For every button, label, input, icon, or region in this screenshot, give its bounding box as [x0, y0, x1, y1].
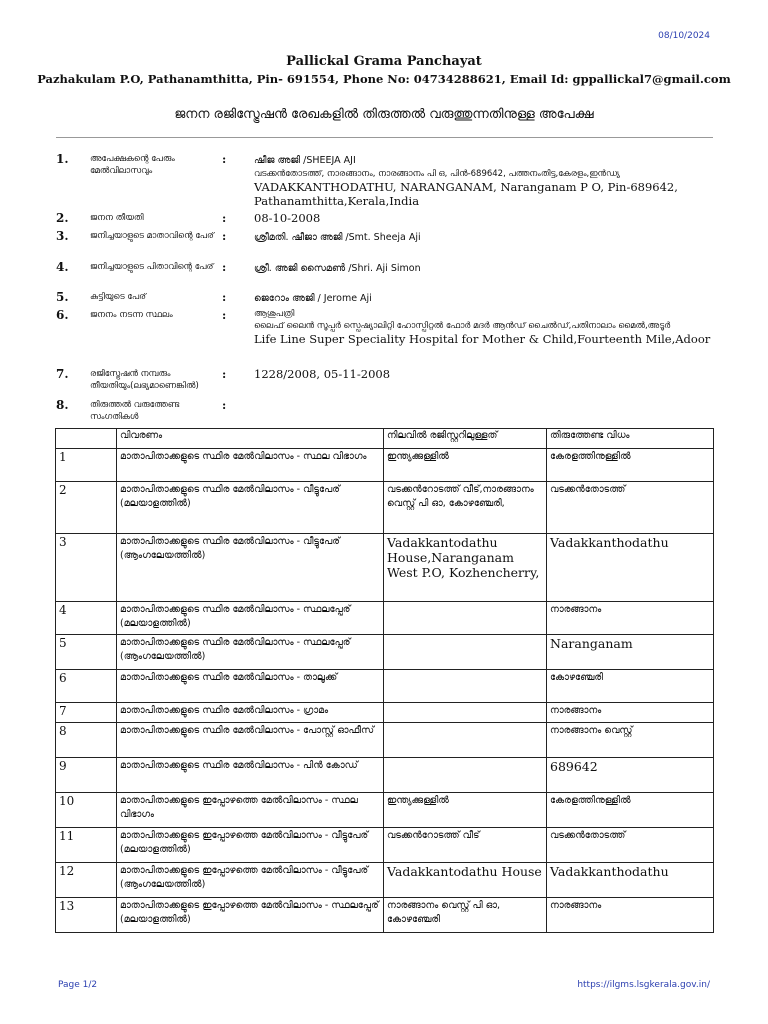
row-current: ഇന്ത്യക്കുള്ളിൽ	[384, 793, 547, 828]
table-row	[56, 793, 714, 828]
field-colon: :	[222, 290, 227, 304]
row-corrected: കേരളത്തിനുള്ളിൽ	[547, 449, 714, 482]
field-value: 1228/2008, 05-11-2008	[254, 367, 391, 381]
row-current	[384, 602, 547, 635]
table-row	[56, 898, 714, 933]
row-description: മാതാപിതാക്കളുടെ സ്ഥിര മേൽവിലാസം - ഗ്രാമം	[117, 703, 384, 723]
row-description: മാതാപിതാക്കളുടെ സ്ഥിര മേൽവിലാസം - പോസ്റ്റ് ഓഫീസ്	[117, 723, 384, 758]
row-current	[384, 723, 547, 758]
row-description: മാതാപിതാക്കളുടെ സ്ഥിര മേൽവിലാസം - വീട്ടുപേര് (മലയാളത്തിൽ)	[117, 482, 384, 534]
field-label: ജനനം നടന്ന സ്ഥലം	[90, 310, 173, 320]
row-current: വടക്കൻറോടത്ത് വീട്,നാരങ്ങാനം വെസ്റ്റ് പി ഓ, കോഴഞ്ചേരി,	[384, 482, 547, 534]
table-row	[56, 602, 714, 635]
row-description: മാതാപിതാക്കളുടെ സ്ഥിര മേൽവിലാസം - സ്ഥലപ്പേര് (ആംഗലേയത്തിൽ)	[117, 635, 384, 670]
table-row	[56, 635, 714, 670]
row-current	[384, 758, 547, 793]
header-divider	[56, 137, 713, 138]
field-colon: :	[222, 152, 227, 166]
field-label: കുട്ടിയുടെ പേര്	[90, 292, 146, 302]
applicant-address-ml: വടക്കൻതോടത്ത്, നാരങ്ങാനം, നാരങ്ങാനം പി ഒ, പിൻ-689642, പത്തനംതിട്ട,കേരളം,ഇൻഡ്യ	[254, 169, 620, 179]
document-title: ജനന രജിസ്ട്രേഷൻ രേഖകളിൽ തിരുത്തൽ വരുത്തുന്നതിനുള്ള അപേക്ഷ	[174, 107, 594, 122]
applicant-address-en-1: VADAKKANTHODATHU, NARANGANAM, Naranganam P O, Pin-689642,	[254, 180, 678, 194]
header-number	[56, 429, 117, 449]
field-label: രജിസ്ട്രേഷൻ നമ്പരും തീയതിയും(ലഭ്യമാണെങ്കിൽ)	[90, 369, 199, 391]
mother-name-value: ശ്രീമതി. ഷീജാ അജി /Smt. Sheeja Aji	[254, 232, 421, 243]
row-corrected: Naranganam	[547, 635, 714, 670]
row-description: മാതാപിതാക്കളുടെ ഇപ്പോഴത്തെ മേൽവിലാസം - വീട്ടുപേര് (മലയാളത്തിൽ)	[117, 828, 384, 863]
row-description: മാതാപിതാക്കളുടെ സ്ഥിര മേൽവിലാസം - സ്ഥല വിഭാഗം	[117, 449, 384, 482]
field-number: 7.	[56, 367, 69, 381]
field-colon: :	[222, 211, 227, 225]
row-corrected: വടക്കൻതോടത്ത്	[547, 828, 714, 863]
field-value	[254, 260, 719, 276]
organization-address: Pazhakulam P.O, Pathanamthitta, Pin- 691554, Phone No: 04734288621, Email Id: gppallickal7@gmail.com	[37, 72, 731, 86]
row-current: Vadakkantodathu House	[384, 863, 547, 898]
table-row	[56, 703, 714, 723]
row-description: മാതാപിതാക്കളുടെ ഇപ്പോഴത്തെ മേൽവിലാസം - സ്ഥല വിഭാഗം	[117, 793, 384, 828]
row-current	[384, 670, 547, 703]
field-label: ജനന തീയതി	[90, 213, 144, 223]
field-number: 8.	[56, 398, 69, 412]
field-number: 4.	[56, 260, 69, 274]
field-colon: :	[222, 260, 227, 274]
row-number: 5	[56, 635, 117, 670]
field-colon: :	[222, 367, 227, 381]
child-name-value: ജെറോം അജി / Jerome Aji	[254, 293, 372, 304]
table-row	[56, 449, 714, 482]
field-number: 1.	[56, 152, 69, 166]
table-header-row	[56, 429, 714, 449]
print-date: 08/10/2024	[658, 31, 710, 41]
field-value	[254, 308, 719, 346]
place-type: ആശുപത്രി	[254, 309, 295, 319]
table-row	[56, 863, 714, 898]
row-number: 11	[56, 828, 117, 863]
row-corrected: 689642	[547, 758, 714, 793]
row-description: മാതാപിതാക്കളുടെ സ്ഥിര മേൽവിലാസം - പിൻ കോഡ്	[117, 758, 384, 793]
row-description: മാതാപിതാക്കളുടെ സ്ഥിര മേൽവിലാസം - സ്ഥലപ്പേര് (മലയാളത്തിൽ)	[117, 602, 384, 635]
row-corrected: കോഴഞ്ചേരി	[547, 670, 714, 703]
row-current: Vadakkantodathu House,Naranganam West P.O, Kozhencherry,	[384, 534, 547, 602]
row-corrected: Vadakkanthodathu	[547, 863, 714, 898]
table-row	[56, 670, 714, 703]
field-colon: :	[222, 229, 227, 243]
row-description: മാതാപിതാക്കളുടെ സ്ഥിര മേൽവിലാസം - താലൂക്ക്	[117, 670, 384, 703]
row-corrected: നാരങ്ങാനം	[547, 898, 714, 933]
row-corrected: Vadakkanthodathu	[547, 534, 714, 602]
row-current: വടക്കൻറോടത്ത് വീട്	[384, 828, 547, 863]
organization-name: Pallickal Grama Panchayat	[286, 54, 482, 69]
field-number: 2.	[56, 211, 69, 225]
source-url-link[interactable]: https://ilgms.lsgkerala.gov.in/	[577, 980, 710, 990]
row-description: മാതാപിതാക്കളുടെ ഇപ്പോഴത്തെ മേൽവിലാസം - സ്ഥലപ്പേര് (മലയാളത്തിൽ)	[117, 898, 384, 933]
table-row	[56, 482, 714, 534]
table-row	[56, 534, 714, 602]
header-corrected: തിരുത്തേണ്ട വിധം	[547, 429, 714, 449]
field-value	[254, 229, 719, 245]
row-corrected: കേരളത്തിനുള്ളിൽ	[547, 793, 714, 828]
field-number: 3.	[56, 229, 69, 243]
corrections-table	[55, 428, 714, 933]
row-corrected: നാരങ്ങാനം	[547, 602, 714, 635]
row-number: 12	[56, 863, 117, 898]
table-row	[56, 723, 714, 758]
row-current: നാരങ്ങാനം വെസ്റ്റ് പി ഓ, കോഴഞ്ചേരി	[384, 898, 547, 933]
row-description: മാതാപിതാക്കളുടെ സ്ഥിര മേൽവിലാസം - വീട്ടുപേര് (ആംഗലേയത്തിൽ)	[117, 534, 384, 602]
row-number: 1	[56, 449, 117, 482]
header-description: വിവരണം	[117, 429, 384, 449]
hospital-name-ml: ലൈഫ് ലൈൻ സൂപ്പർ സ്പെഷ്യാലിറ്റി ഹോസ്പിറ്റൽ ഫോർ മദർ ആൻഡ് ചൈൽഡ്,പതിനാലാം മൈൽ,അടൂർ	[254, 321, 671, 331]
row-number: 13	[56, 898, 117, 933]
field-label: ജനിച്ചയാളുടെ പിതാവിന്റെ പേര്	[90, 262, 214, 272]
field-number: 5.	[56, 290, 69, 304]
header-current: നിലവിൽ രജിസ്റ്ററിലുള്ളത്	[384, 429, 547, 449]
hospital-name-en: Life Line Super Speciality Hospital for Mother & Child,Fourteenth Mile,Adoor	[254, 332, 711, 346]
field-value	[254, 290, 719, 306]
row-description: മാതാപിതാക്കളുടെ ഇപ്പോഴത്തെ മേൽവിലാസം - വീട്ടുപേര് (ആംഗലേയത്തിൽ)	[117, 863, 384, 898]
field-label: അപേക്ഷകന്റെ പേരും മേൽവിലാസവും	[90, 154, 175, 176]
row-number: 10	[56, 793, 117, 828]
field-label: ജനിച്ചയാളുടെ മാതാവിന്റെ പേര്	[90, 231, 214, 241]
field-colon: :	[222, 398, 227, 412]
father-name-value: ശ്രീ. അജി സൈമൺ /Shri. Aji Simon	[254, 263, 421, 274]
field-value	[254, 152, 719, 208]
row-number: 8	[56, 723, 117, 758]
row-current	[384, 703, 547, 723]
field-label: തിരുത്തൽ വരുത്തേണ്ട സംഗതികൾ	[90, 400, 180, 422]
field-number: 6.	[56, 308, 69, 322]
row-corrected: നാരങ്ങാനം വെസ്റ്റ്	[547, 723, 714, 758]
row-corrected: നാരങ്ങാനം	[547, 703, 714, 723]
row-corrected: വടക്കൻതോടത്ത്	[547, 482, 714, 534]
row-current: ഇന്ത്യക്കുള്ളിൽ	[384, 449, 547, 482]
row-number: 7	[56, 703, 117, 723]
table-row	[56, 828, 714, 863]
field-value: 08-10-2008	[254, 211, 321, 225]
row-current	[384, 635, 547, 670]
row-number: 3	[56, 534, 117, 602]
row-number: 9	[56, 758, 117, 793]
page-number: Page 1/2	[58, 980, 98, 990]
row-number: 6	[56, 670, 117, 703]
applicant-address-en-2: Pathanamthitta,Kerala,India	[254, 194, 420, 208]
row-number: 4	[56, 602, 117, 635]
field-colon: :	[222, 308, 227, 322]
applicant-name: ഷീജ അജി /SHEEJA AJI	[254, 155, 356, 166]
table-row	[56, 758, 714, 793]
row-number: 2	[56, 482, 117, 534]
